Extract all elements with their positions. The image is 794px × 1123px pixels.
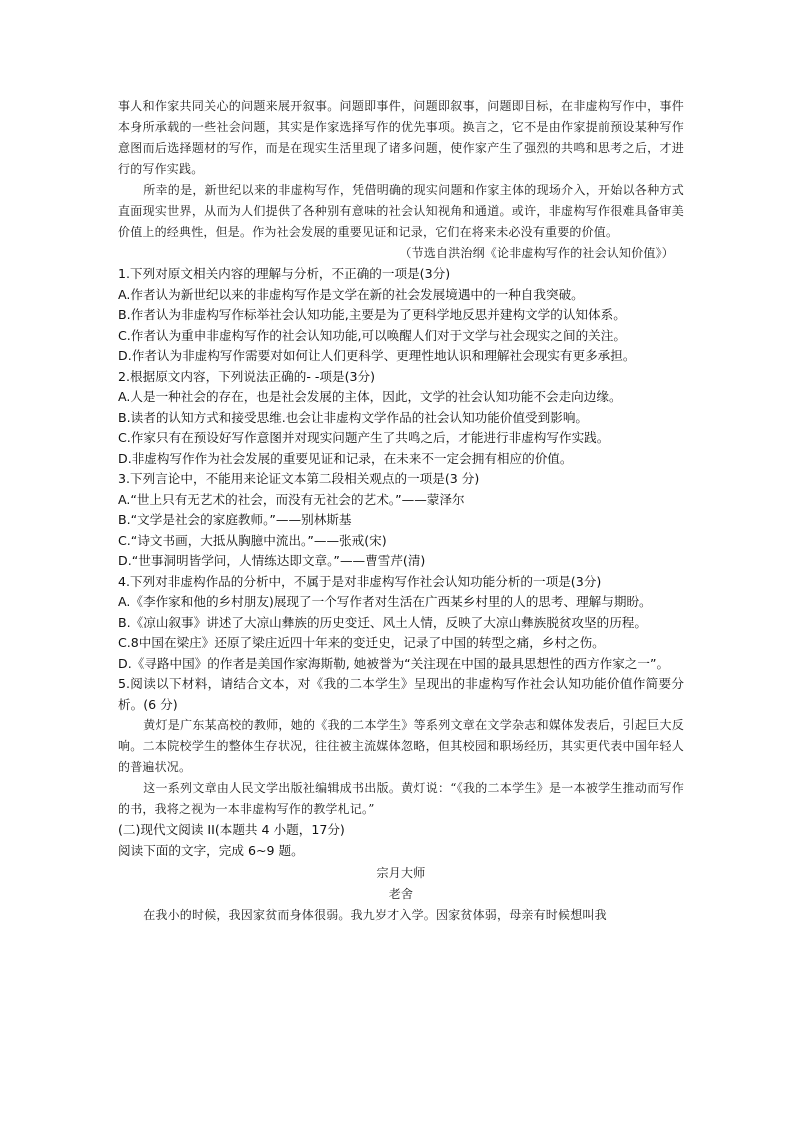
material-paragraph-2: 这一系列文章由人民文学出版社编辑成书出版。黄灯说：“《我的二本学生》是一本被学生推动而写作的书，我将之视为一本非虚构写作的教学札记。” (118, 781, 684, 816)
question-1 (118, 264, 684, 367)
option-b: B.“文学是社会的家庭教师。”——别林斯基 (118, 512, 352, 527)
option-a: A.作者认为新世纪以来的非虚构写作是文学在新的社会发展境遇中的一种自我突破。 (118, 286, 584, 302)
option-b: B.作者认为非虚构写作标举社会认知功能,主要是为了更科学地反思并建构文学的认知体系。 (118, 307, 626, 322)
option-a: A.“世上只有无艺术的社会，而没有无社会的艺术。”——蒙泽尔 (118, 491, 465, 507)
option-b: B.读者的认知方式和接受思维.也会让非虚构文学作品的社会认知功能价值受到影响。 (118, 409, 589, 425)
section-instruction: 阅读下面的文字，完成 6~9 题。 (118, 842, 304, 858)
option-d: D.“世事洞明皆学问，人情练达即文章。”——曹雪芹(清) (118, 553, 426, 568)
question-stem: 1.下列对原文相关内容的理解与分析，不正确的一项是(3分) (118, 266, 451, 281)
option-d: D.作者认为非虚构写作需要对如何让人们更科学、更理性地认识和理解社会现实有更多承担。 (118, 348, 636, 363)
option-c: C.作家只有在预设好写作意图并对现实问题产生了共鸣之后，才能进行非虚构写作实践。 (118, 430, 610, 445)
passage-source: （节选自洪治纲《论非虚构写作的社会认知价值》） (399, 246, 674, 260)
question-2 (118, 367, 684, 470)
question-stem: 5.阅读以下材料，请结合文本，对《我的二本学生》呈现出的非虚构写作社会认知功能价值作简要分析。(6 分) (118, 676, 684, 712)
option-c: C.8中国在梁庄》还原了梁庄近四十年来的变迁史，记录了中国的转型之痛，乡村之伤。 (118, 635, 605, 650)
question-stem: 3.下列言论中，不能用来论证文本第二段相关观点的一项是(3 分) (118, 471, 480, 486)
question-5 (118, 674, 684, 820)
option-c: C.作者认为重申非虚构写作的社会认知功能,可以唤醒人们对于文学与社会现实之间的关注。 (118, 327, 626, 343)
option-c: C.“诗文书画，大抵从胸臆中流出。”——张戒(宋) (118, 532, 387, 548)
option-a: A.《李作家和他的乡村朋友)展现了一个写作者对生活在广西某乡村里的人的思考、理解与期盼。 (118, 594, 652, 609)
question-stem: 4.下列对非虚构作品的分析中，不属于是对非虚构写作社会认知功能分析的一项是(3分) (118, 573, 602, 589)
passage-paragraph-2: 所幸的是，新世纪以来的非虚构写作，凭借明确的现实问题和作家主体的现场介入，开始以各种方式直面现实世界，从而为人们提供了各种别有意味的社会认知视角和通道。或许，非虚构写作很难具备审美价值上的经典性，但是。作为社会发展的重要见证和记录，它们在将来未必没有重要的价值。 (118, 183, 684, 239)
section-modern-reading-2 (118, 820, 684, 926)
question-3 (118, 469, 684, 572)
section-heading: (二)现代文阅读 II(本题共 4 小题，17分) (118, 822, 345, 837)
option-b: B.《凉山叙事》讲述了大凉山彝族的历史变迁、风土人情，反映了大凉山彝族脱贫攻坚的历程。 (118, 614, 647, 630)
story-author: 老舍 (388, 887, 414, 901)
material-paragraph-1: 黄灯是广东某高校的教师，她的《我的二本学生》等系列文章在文学杂志和媒体发表后，引起巨大反响。二本院校学生的整体生存状况，往往被主流媒体忽略，但其校园和职场经历，其实更代表中国年轻人的普遍状况。 (118, 718, 684, 774)
passage-paragraph-1: 事人和作家共同关心的问题来展开叙事。问题即事件，问题即叙事，问题即目标，在非虚构写作中，事件本身所承载的一些社会问题，其实是作家选择写作的优先事项。换言之，它不是由作家提前预设某种写作意图而后选择题材的写作，而是在现实生活里现了诸多问题，使作家产生了强烈的共鸣和思考之后，才进行的写作实践。 (118, 99, 684, 176)
story-title: 宗月大师 (376, 866, 426, 880)
story-first-line: 在我小的时候，我因家贫而身体很弱。我九岁才入学。因家贫体弱，母亲有时候想叫我 (143, 908, 607, 922)
question-stem: 2.根据原文内容，下列说法正确的- -项是(3分) (118, 368, 376, 384)
question-4 (118, 572, 684, 675)
option-d: D.非虚构写作作为社会发展的重要见证和记录，在未来不一定会拥有相应的价值。 (118, 450, 573, 466)
option-a: A.人是一种社会的存在，也是社会发展的主体，因此，文学的社会认知功能不会走向边缘。 (118, 389, 622, 404)
option-d: D.《寻路中国》的作者是美国作家海斯勒, 她被誉为“关注现在中国的最具思想性的西方作家之一”。 (118, 655, 670, 671)
page-content (118, 96, 684, 926)
